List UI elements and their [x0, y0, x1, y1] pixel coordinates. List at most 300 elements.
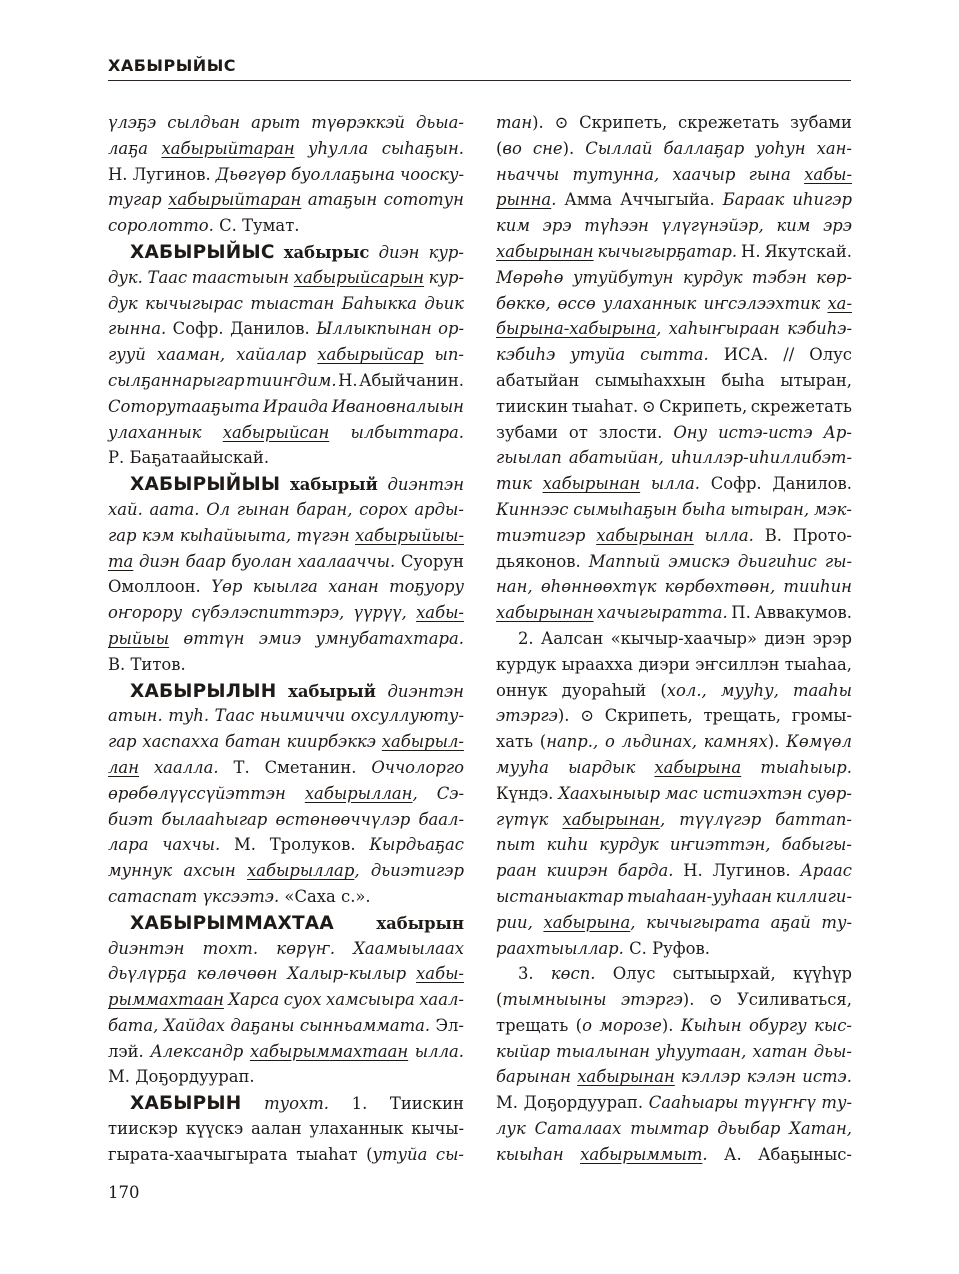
word	[744, 1093, 816, 1112]
word	[496, 345, 555, 364]
word	[388, 682, 464, 701]
text-run: бата,	[108, 1015, 159, 1035]
text-line	[108, 913, 464, 939]
text-line	[496, 242, 852, 268]
text-run: Соторутааҕыта	[108, 396, 260, 416]
text-run: утуйа	[372, 1144, 428, 1164]
text-run: эмиэ	[258, 628, 302, 648]
word	[813, 629, 852, 648]
text-run: истиэхтэн	[702, 783, 803, 803]
text-run: гына	[748, 164, 791, 184]
word	[665, 784, 698, 803]
text-run: кычы-	[411, 1119, 464, 1139]
word	[790, 113, 852, 132]
word	[161, 139, 294, 158]
word	[130, 681, 276, 702]
word	[785, 655, 852, 674]
word	[755, 139, 805, 158]
text-run: дьыа-	[415, 113, 464, 132]
word	[793, 681, 852, 700]
text-run: дук	[108, 293, 138, 313]
word	[496, 784, 553, 803]
word	[564, 190, 612, 209]
text-run: Тумат.	[242, 216, 300, 236]
text-run: ытыран,	[780, 370, 852, 390]
word	[599, 423, 663, 442]
text-run: Софр.	[710, 474, 762, 494]
word	[108, 139, 148, 158]
word	[351, 423, 464, 442]
text-run: мууһу,	[720, 680, 779, 700]
word	[783, 345, 794, 364]
word	[496, 732, 533, 751]
word	[108, 397, 260, 416]
text-run: ту-	[821, 1093, 852, 1113]
word	[230, 1016, 294, 1035]
text-run: ытыран,	[730, 499, 810, 519]
text-run: курдук	[496, 654, 557, 674]
text-run: нан,	[496, 577, 533, 597]
text-run: гыылап	[496, 448, 562, 468]
example-keyword: хабырыйтаран	[161, 138, 295, 158]
word	[558, 784, 660, 803]
text-run: 3.	[518, 964, 534, 984]
word	[429, 268, 464, 287]
text-line	[108, 577, 464, 603]
word	[414, 500, 464, 519]
word	[547, 861, 608, 880]
text-run: Н.	[683, 861, 703, 881]
word	[157, 345, 225, 364]
word	[765, 526, 782, 545]
text-run: Якутскай.	[764, 241, 852, 261]
word	[671, 448, 852, 467]
text-line	[108, 423, 464, 449]
word	[180, 526, 291, 545]
text-run: тоҕуору	[389, 577, 464, 597]
text-run: ньаччы	[496, 164, 560, 184]
word	[731, 603, 751, 622]
text-run: тугар	[108, 190, 162, 210]
word	[265, 758, 357, 777]
word	[351, 706, 464, 725]
text-line	[496, 1093, 852, 1119]
text-run: трещать,	[703, 706, 781, 726]
word	[496, 423, 558, 442]
text-run: ,	[412, 783, 418, 803]
word	[108, 732, 137, 751]
text-line	[108, 190, 464, 216]
text-run: оҥорору	[108, 603, 183, 623]
word	[366, 1145, 427, 1164]
word	[660, 681, 706, 700]
word	[572, 397, 639, 416]
word	[711, 474, 762, 493]
word	[541, 629, 603, 648]
text-run: сытыырхай,	[672, 964, 776, 984]
word	[150, 1042, 243, 1061]
word	[130, 242, 275, 263]
text-run: тыаһаан-ууһаан	[627, 886, 773, 906]
word	[573, 165, 660, 184]
word	[108, 990, 224, 1009]
word	[108, 319, 166, 338]
text-run: Омоллоон.	[108, 577, 201, 597]
text-run: диэнтэн	[108, 938, 185, 958]
word	[108, 784, 286, 803]
word	[317, 345, 423, 364]
text-run: Ивановналыын	[331, 396, 464, 416]
text-run: ⊙	[641, 396, 656, 416]
word	[496, 990, 607, 1009]
word	[108, 655, 125, 674]
word	[814, 500, 852, 519]
text-run: Т.	[233, 757, 250, 777]
word	[496, 165, 559, 184]
text-run: громы-	[791, 706, 852, 726]
word	[108, 552, 133, 571]
word	[211, 577, 242, 596]
text-line	[108, 1042, 464, 1068]
word	[416, 603, 464, 622]
word	[359, 371, 464, 390]
text-run: гар	[108, 525, 137, 545]
text-run: (	[496, 990, 503, 1010]
word	[369, 835, 464, 854]
word	[228, 990, 279, 1009]
word	[558, 294, 596, 313]
word	[814, 1042, 852, 1061]
word	[288, 682, 376, 701]
example-keyword: хабырыл-	[381, 732, 464, 752]
text-run: дуораһый	[561, 680, 647, 700]
text-run: тыаһаа,	[784, 654, 852, 674]
text-run: кыыһан	[496, 1144, 564, 1164]
text-run: от	[568, 422, 588, 442]
word	[108, 1119, 178, 1138]
word	[817, 139, 852, 158]
text-run: баал-	[418, 809, 464, 829]
text-run: Амма	[564, 190, 613, 210]
word	[139, 552, 180, 571]
word	[611, 629, 757, 648]
text-run: о	[605, 732, 615, 752]
text-run: кычыгырҕатар.	[597, 241, 738, 261]
text-run: диэри	[638, 654, 690, 674]
text-run: злости.	[598, 422, 663, 442]
text-run: биэт	[108, 809, 154, 829]
word	[562, 655, 633, 674]
text-line	[496, 913, 852, 939]
text-run: ).	[562, 138, 575, 158]
text-run: сыһаҕын.	[381, 138, 464, 158]
word	[585, 139, 652, 158]
example-keyword: хабырыллан	[304, 783, 413, 803]
word	[597, 603, 728, 622]
word	[570, 345, 625, 364]
word	[342, 294, 417, 313]
running-head: ХАБЫРЫЙЫС	[108, 56, 237, 75]
word	[496, 526, 585, 545]
text-run: хать	[496, 732, 534, 752]
text-line	[108, 165, 464, 191]
word	[562, 810, 665, 829]
text-run: зубами	[496, 422, 558, 442]
word	[580, 1145, 708, 1164]
text-line	[108, 810, 464, 836]
word	[579, 113, 667, 132]
text-line	[496, 268, 852, 294]
text-line	[496, 655, 852, 681]
headword: ХАБЫРЫЙЫС	[130, 241, 275, 263]
word	[695, 655, 779, 674]
word	[605, 706, 693, 725]
text-run: Харса	[228, 990, 280, 1010]
text-line	[108, 319, 464, 345]
text-line	[496, 139, 852, 165]
text-run: хаалааччы.	[297, 551, 396, 571]
word	[780, 371, 852, 390]
word	[164, 1016, 225, 1035]
text-run: барынан	[496, 1067, 571, 1087]
text-run: тэбэн	[752, 267, 807, 287]
word	[133, 165, 211, 184]
word	[741, 242, 761, 261]
text-run: соролотто.	[108, 216, 214, 236]
word	[435, 345, 464, 364]
text-run: көрүҥ.	[276, 938, 336, 958]
word	[390, 1094, 464, 1113]
right-column	[496, 113, 852, 1171]
text-run: эрэ	[823, 216, 852, 236]
text-run: эрэр	[812, 628, 852, 648]
word	[371, 861, 464, 880]
text-run: тымтар	[630, 1119, 709, 1139]
text-run: Дьөгүөр	[215, 164, 286, 184]
word	[821, 913, 852, 932]
word	[629, 939, 647, 958]
word	[649, 1093, 739, 1112]
text-line	[108, 990, 464, 1016]
example-keyword: хабырынан	[577, 1067, 675, 1087]
text-run: кэллэр	[680, 1067, 741, 1087]
text-line	[496, 706, 852, 732]
word	[809, 345, 852, 364]
example-keyword: хабырыммыт	[580, 1144, 703, 1164]
word	[789, 1119, 852, 1138]
text-run: Сааһыары	[648, 1093, 739, 1113]
text-run: иһигэр	[792, 190, 852, 210]
word	[613, 964, 656, 983]
text-run: Араас	[800, 861, 852, 881]
text-run: хан-	[816, 138, 852, 158]
text-line	[108, 242, 464, 268]
text-run: кэм	[141, 525, 175, 545]
text-line	[108, 939, 464, 965]
word	[311, 113, 405, 132]
text-run: уһуутаан,	[656, 1041, 747, 1061]
text-run: абатыйан	[496, 370, 580, 390]
word	[108, 706, 163, 725]
word	[308, 190, 377, 209]
example-keyword: та	[108, 551, 134, 571]
word	[284, 243, 370, 262]
word	[108, 1145, 288, 1164]
text-line	[496, 294, 852, 320]
word	[496, 1067, 571, 1086]
text-run: Абыйчанин.	[359, 370, 464, 390]
text-run: диэн	[378, 242, 420, 262]
word	[108, 758, 139, 777]
text-run: суох	[283, 990, 322, 1010]
text-line	[108, 1145, 464, 1171]
text-run: Кырдьаҕас	[369, 835, 464, 855]
text-run: ылла.	[650, 474, 701, 494]
word	[496, 1119, 526, 1138]
word	[599, 1016, 673, 1035]
text-run: эҥсиллэн	[695, 654, 780, 674]
word	[203, 939, 258, 958]
word	[108, 371, 245, 390]
text-run: Александр	[150, 1041, 244, 1061]
text-run: Лугинов.	[132, 164, 211, 184]
word	[251, 113, 300, 132]
word	[388, 475, 464, 494]
text-run: чооску-	[400, 164, 464, 184]
text-run: барда.	[617, 861, 674, 881]
word	[108, 216, 214, 235]
text-run: ыардык	[568, 757, 636, 777]
text-run: Хатан,	[789, 1119, 852, 1139]
word	[737, 990, 852, 1009]
word	[355, 526, 464, 545]
example-keyword: рынна	[496, 190, 552, 210]
text-run: көрбөхтөөн,	[664, 577, 776, 597]
word	[749, 165, 791, 184]
word	[108, 1016, 158, 1035]
example-keyword: хабырыллар	[246, 861, 355, 881]
word	[709, 990, 723, 1009]
word	[704, 732, 780, 751]
text-run: бабыгы-	[781, 835, 852, 855]
text-line	[496, 939, 852, 965]
text-run: М.	[233, 835, 256, 855]
word	[776, 216, 810, 235]
text-run: хол.,	[666, 680, 707, 700]
text-run: тииһин	[783, 577, 852, 597]
word	[191, 603, 344, 622]
word	[496, 1145, 564, 1164]
word	[775, 810, 852, 829]
word	[599, 835, 658, 854]
word	[338, 371, 358, 390]
text-line	[496, 1067, 852, 1093]
text-run: Хаахыныыр	[558, 783, 661, 803]
word	[825, 552, 852, 571]
text-run: гырата-хаачыгырата	[108, 1144, 288, 1164]
text-run: Ону	[673, 422, 708, 442]
text-run: камнях	[703, 732, 768, 752]
text-run: Аччыгыйа.	[620, 190, 715, 210]
text-run: тутунна,	[572, 164, 660, 184]
text-line	[496, 887, 852, 913]
text-run: хайалар	[236, 345, 307, 365]
text-run: истэ.	[802, 1067, 852, 1087]
text-run: С.	[219, 216, 237, 236]
example-keyword: рыйыы	[108, 628, 170, 648]
text-run: хаачыр	[672, 164, 736, 184]
word	[518, 629, 534, 648]
word	[603, 294, 696, 313]
text-run: Ираида	[263, 396, 329, 416]
word	[130, 913, 334, 934]
text-run: Бараак	[722, 190, 785, 210]
text-run: түгэн	[296, 525, 350, 545]
word	[814, 1016, 852, 1035]
text-run: Кыһын	[680, 1015, 742, 1035]
word	[234, 758, 250, 777]
text-run: аҕай	[770, 912, 811, 932]
text-run: сы-	[435, 1144, 464, 1164]
word	[646, 913, 760, 932]
text-line	[496, 552, 852, 578]
text-run: (	[660, 680, 667, 700]
word	[496, 371, 579, 390]
word	[424, 294, 464, 313]
word	[135, 1067, 254, 1086]
text-run: Күндэ.	[496, 783, 554, 803]
text-run: 2.	[518, 628, 534, 648]
text-line	[108, 474, 464, 500]
word	[231, 552, 291, 571]
text-line	[496, 397, 852, 423]
example-keyword: хабырынан	[496, 241, 594, 261]
text-run: өһөннөөхтүк	[540, 577, 657, 597]
example-keyword: хабырына	[654, 757, 742, 777]
text-line	[496, 810, 852, 836]
word	[596, 526, 694, 545]
text-run: сатаспат	[108, 886, 198, 906]
word	[242, 216, 299, 235]
word	[638, 655, 690, 674]
text-line	[108, 113, 464, 139]
text-run: дьигиһис	[737, 551, 817, 571]
text-run: туһ.	[168, 706, 210, 726]
word	[234, 835, 256, 854]
text-run: өстөнөөччүлэр	[275, 809, 411, 829]
word	[724, 345, 768, 364]
word	[415, 1042, 464, 1061]
word	[359, 500, 408, 519]
text-run: буоллаҕына	[290, 164, 395, 184]
word	[108, 113, 156, 132]
word	[595, 371, 706, 390]
text-run: о	[582, 1015, 592, 1035]
text-run: этэргэ	[620, 990, 683, 1010]
word	[622, 732, 697, 751]
word	[682, 500, 726, 519]
text-run: Н.	[108, 164, 128, 184]
text-run: кыйар	[496, 1041, 550, 1061]
text-run: ыстаныактар	[496, 886, 624, 906]
word	[429, 243, 464, 262]
text-run: Н.	[338, 370, 358, 390]
text-run: ылла.	[414, 1041, 464, 1061]
text-run: Титов.	[130, 654, 186, 674]
text-run: М.	[108, 1067, 130, 1087]
text-run: эмискэ	[668, 551, 730, 571]
example-keyword: хабырынан	[596, 525, 694, 545]
